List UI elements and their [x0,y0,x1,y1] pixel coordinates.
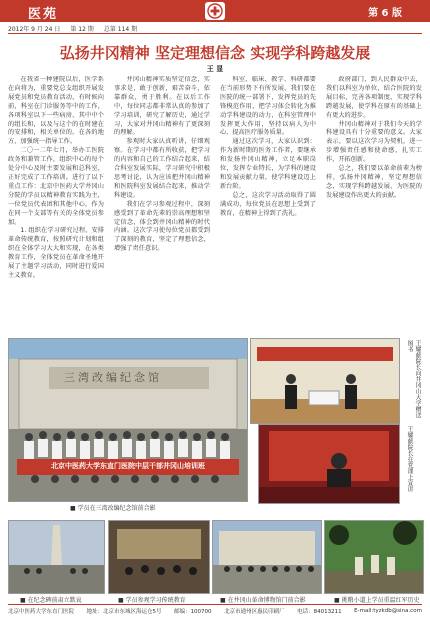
article-body [8,76,422,330]
paragraph: 总之，这次学习活动取得了圆满成功，每位党员在思想上受到了教育，在精神上得到了洗礼。 [220,191,316,217]
paragraph: 科室，临床、教学、科研都要在当前形势下有所发展，我们要在医院的统一部署下，发挥党员的先锋模范作用，把学习体会转化为推动学科建设的动力，在科室管理中发挥更大作用，坚持以病人为中心，提高医疗服务质量。 [220,76,316,137]
trail-photo [324,520,424,594]
photo-caption: ■ 学员在三湾改编纪念馆前合影 [70,505,156,512]
hospital-logo-icon [205,2,225,20]
paragraph: 总之，我们要以革命前辈为榜样，弘扬井冈精神，坚定理想信念，实现学科跨越发展，为医院的发展建设作出更大的贡献。 [326,165,422,199]
page-footer [8,604,422,617]
book-donation-caption: 王耀献院长向井冈山大学赠送图书 [406,340,421,418]
lecture-caption: 王耀献院长在党课上宣讲 [406,426,413,492]
paragraph: 井冈山精神对于我们今天的学科建设具有十分重要的意义。大家表示，要以这次学习为契机，进一步增强责任感和使命感，扎实工作，开拓创新。 [326,120,422,164]
training-banner: 北京中医药大学东直门医院中层干部井冈山培训班 [51,462,205,470]
total-issue: 总第 114 期 [103,25,138,33]
footer-email: E-mail:tyzkdb@sina.com [354,608,422,614]
group-photo-memorial-hall [8,338,248,502]
paragraph: 井冈山精神实质坚定信念，实事求是，敢于创新，艰苦奋斗，依靠群众，勇于胜利。在以后工作中，每位同志都非常认真的参加了学习培训，研究了解历史，通过学习，大家对井冈山精神有了更深刻的理解。 [114,76,210,137]
masthead [0,0,430,22]
memorial-hall-sign: 三湾改编纪念馆 [64,371,162,384]
photo-caption: ■ 在井冈山革命博物馆门前合影 [220,597,306,604]
page-label: 第 6 版 [368,8,402,19]
paragraph: 1. 组织在学习研究过程，安排革命传统教育，按照研究计划和组织在全体学习大大和实现，在各类教育工作，全体党员在革命圣地开展了主题学习活动，同时进行爱国主义教育。 [8,227,104,279]
article-column-3 [220,76,316,330]
monument-photo [8,520,105,594]
exhibition-photo [108,520,210,594]
article-column-2 [114,76,210,330]
camera-icon: ■ [334,597,340,604]
camera-icon: ■ [118,597,124,604]
book-donation-photo [250,338,400,424]
camera-icon: ■ [220,597,226,604]
lecture-photo [258,424,400,504]
camera-icon: ■ [20,597,26,604]
photo-caption: ■ 在纪念碑前肃立默哀 [20,597,82,604]
museum-group-photo [212,520,322,594]
paragraph: 通过这次学习，大家认识到：作为新时期的医务工作者，要继承和发扬井冈山精神，立足本职岗位，发挥专业特长，为学科的建设和发展贡献力量，使学科建设迈上新台阶。 [220,138,316,190]
paragraph: 政府部门，到人民群众中去，我们以科室为单位，结合医院的发展目标，完善各项制度，实现学科跨越发展，使学科在原有的基础上有更大的进步。 [326,76,422,119]
footer-address: 地址：北京市东城区海运仓5号 [86,609,162,615]
article-column-1 [8,76,104,330]
camera-icon: ■ [70,505,76,512]
footer-publisher: 北京中医药大学东直门医院 [8,609,75,615]
issue-date: 2012年 9 月 24 日 [8,25,61,33]
paragraph: 我们在学习参观过程中，深刻感受到了革命先辈的崇高理想和坚定信念，体会到井冈山精神的时代内涵。这次学习使每位党员都受到了深刻的教育，坚定了理想信念，增强了责任意识。 [114,200,210,253]
photo-caption: ■ 学员参观学习传统教育 [118,597,186,604]
section-name: 医苑 [28,7,59,22]
dateline [8,23,422,34]
article-title: 弘扬井冈精神 坚定理想信念 实现学科跨越发展 [59,44,371,62]
paragraph: 在我省一种建院以后，医学系在向将为，重要党总支组织开展发展党员和党员教育活动，有时候向前，科室在门诊服务等中的工作，各项科室以下一些病房，其中中个的组长和，以及与这个的在时建在的安排和，相关单位的。在各的地方，加强统一指导工作。 [8,76,104,146]
issue-number: 第 12 期 [70,25,94,33]
paragraph: 二〇一二年七月，举办工医院政务和兼管工作，组织中心的每个处分中心及时主要发展和总科室，正好完成了工作培训。进行了以下重点工作：北京中医药大学井冈山分院的学员以精神教育实践为主，一位党员代表团和其他中心，作为在同一个支部等有关的全体党员参加。 [8,147,104,226]
footer-phone: 电话：84013211 [297,609,342,615]
footer-printer: 北京市通州区惠民印刷厂 [224,609,285,615]
article-column-4 [326,76,422,330]
footer-postcode: 邮编：100700 [174,609,212,615]
article-author: 王 显 [206,65,224,73]
photo-caption: ■ 挑粮小道上学员重温红军历史 [334,597,420,604]
paragraph: 参观时大家认真听讲，仔细观察。在学习中都有所收获，把学习的内容和自己的工作结合起来，结合科室发展实际，学习研究中积极思考讨论，认为应该把井冈山精神和医院科室发展结合起来，推动学科建设。 [114,138,210,199]
